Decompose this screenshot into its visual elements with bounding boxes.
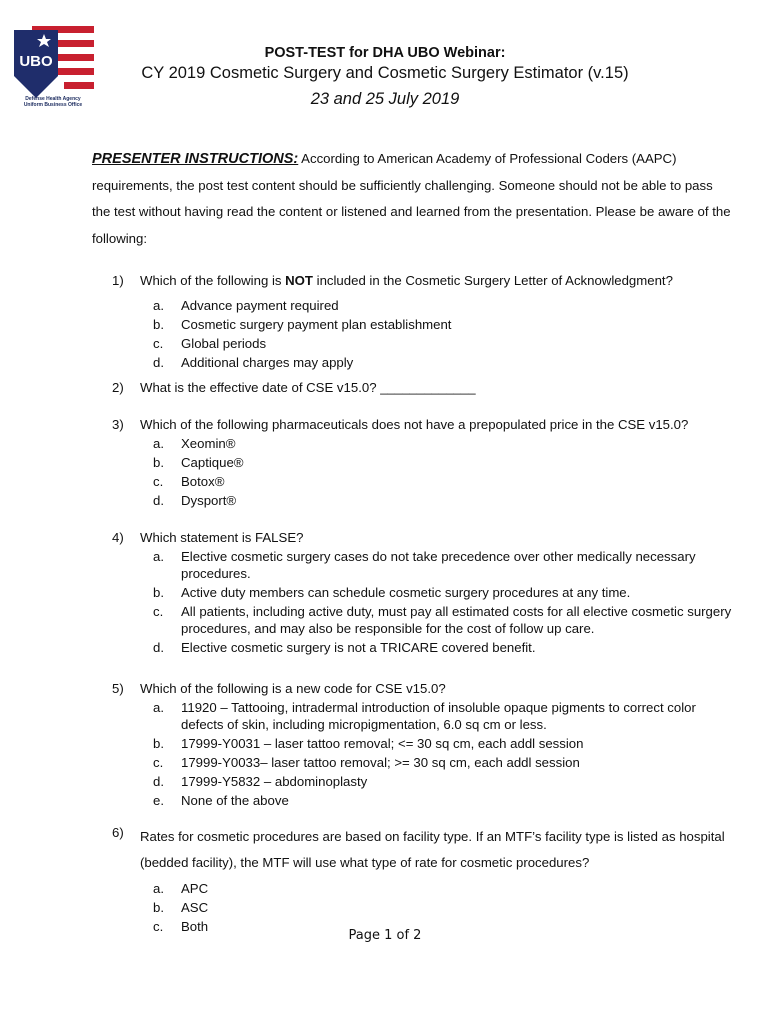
answer-option: [153, 792, 732, 809]
instructions-body: According to American Academy of Professional Coders (AAPC) requirements, the post test content should be sufficiently challenging. Someone should not be able to pass the test without having read the content or listened and learned from the presentation. Please be aware of the following:: [92, 151, 731, 246]
option-letter: c.: [153, 755, 164, 770]
answer-option: [153, 316, 732, 333]
answer-option: [153, 639, 732, 656]
question-text-pre: Which of the following is: [140, 273, 286, 288]
answer-options: [153, 548, 732, 656]
answer-option: [153, 335, 732, 352]
question-text: Which of the following pharmaceuticals does not have a prepopulated price in the CSE v15.0?: [140, 417, 689, 432]
question-text-emphasis: NOT: [285, 273, 313, 288]
document-title: POST-TEST for DHA UBO Webinar:: [264, 45, 506, 61]
answer-options: [153, 297, 732, 371]
option-text: Elective cosmetic surgery cases do not take precedence over other medically necessary procedures.: [181, 549, 696, 581]
question-text: Which of the following is a new code for CSE v15.0?: [140, 681, 446, 696]
option-text: APC: [181, 881, 209, 896]
question-6: [112, 824, 732, 937]
option-text: Dysport®: [181, 493, 237, 508]
question-text-post: included in the Cosmetic Surgery Letter of Acknowledgment?: [312, 273, 673, 288]
option-letter: d.: [153, 355, 164, 370]
option-letter: d.: [153, 774, 164, 789]
answer-option: [153, 584, 732, 601]
option-text: Cosmetic surgery payment plan establishment: [181, 317, 452, 332]
option-text: Additional charges may apply: [181, 355, 354, 370]
logo-caption-line2: Uniform Business Office: [23, 102, 83, 108]
logo-caption-line1: Defense Health Agency: [25, 96, 81, 102]
option-letter: c.: [153, 919, 164, 934]
answer-option: [153, 492, 732, 509]
answer-option: [153, 773, 732, 790]
question-number: 5): [112, 681, 124, 696]
answer-option: [153, 473, 732, 490]
option-text: All patients, including active duty, must pay all estimated costs for all elective cosmetic surgery procedures, and may also be responsible for the cost of follow up care.: [181, 604, 732, 636]
option-letter: b.: [153, 585, 164, 600]
answer-options: [153, 699, 732, 809]
answer-options: [153, 880, 732, 935]
option-letter: b.: [153, 900, 164, 915]
option-text: Elective cosmetic surgery is not a TRICARE covered benefit.: [181, 640, 536, 655]
option-letter: c.: [153, 474, 164, 489]
question-number: 1): [112, 273, 124, 288]
option-text: Captique®: [181, 455, 244, 470]
answer-option: [153, 603, 732, 637]
option-text: 17999-Y0033– laser tattoo removal; >= 30 sq cm, each addl session: [181, 755, 580, 770]
answer-option: [153, 354, 732, 371]
question-number: 2): [112, 380, 124, 395]
option-text: 17999-Y5832 – abdominoplasty: [181, 774, 368, 789]
instructions-lead: PRESENTER INSTRUCTIONS:: [92, 151, 299, 167]
question-number: 6): [112, 825, 124, 840]
option-text: 17999-Y0031 – laser tattoo removal; <= 30 sq cm, each addl session: [181, 736, 584, 751]
presenter-instructions: [92, 146, 732, 252]
question-5: [112, 680, 732, 811]
option-letter: d.: [153, 640, 164, 655]
option-letter: c.: [153, 336, 164, 351]
document-dates: 23 and 25 July 2019: [310, 90, 460, 108]
answer-option: [153, 735, 732, 752]
question-2: [112, 379, 732, 396]
document-subtitle: CY 2019 Cosmetic Surgery and Cosmetic Surgery Estimator (v.15): [141, 64, 629, 82]
answer-option: [153, 435, 732, 452]
option-text: ASC: [181, 900, 209, 915]
option-letter: a.: [153, 436, 164, 451]
answer-option: [153, 880, 732, 897]
option-text: None of the above: [181, 793, 289, 808]
option-letter: b.: [153, 317, 164, 332]
option-text: Botox®: [181, 474, 225, 489]
logo-abbr: UBO: [19, 53, 53, 70]
answer-option: [153, 899, 732, 916]
question-text: Rates for cosmetic procedures are based on facility type. If an MTF’s facility type is listed as hospital (bedded facility), the MTF will use what type of rate for cosmetic procedures?: [140, 829, 725, 870]
question-4: [112, 529, 732, 658]
ubo-flag-emblem: [14, 24, 94, 100]
option-letter: a.: [153, 700, 164, 715]
option-letter: b.: [153, 736, 164, 751]
option-letter: b.: [153, 455, 164, 470]
question-1: [112, 272, 732, 373]
option-text: Xeomin®: [181, 436, 236, 451]
question-text: [140, 272, 732, 289]
answer-option: [153, 297, 732, 314]
answer-option: [153, 754, 732, 771]
question-text: What is the effective date of CSE v15.0? _____________: [140, 380, 476, 395]
question-3: [112, 416, 732, 511]
page-number: Page 1 of 2: [348, 928, 422, 943]
option-letter: a.: [153, 549, 164, 564]
option-letter: e.: [153, 793, 164, 808]
question-number: 4): [112, 530, 124, 545]
option-text: Active duty members can schedule cosmetic surgery procedures at any time.: [181, 585, 631, 600]
option-letter: c.: [153, 604, 164, 619]
answer-option: [153, 548, 732, 582]
question-number: 3): [112, 417, 124, 432]
answer-option: [153, 454, 732, 471]
answer-options: [153, 435, 732, 509]
option-letter: a.: [153, 881, 164, 896]
question-text: Which statement is FALSE?: [140, 530, 304, 545]
answer-option: [153, 699, 732, 733]
option-letter: a.: [153, 298, 164, 313]
option-text: 11920 – Tattooing, intradermal introduction of insoluble opaque pigments to correct color defects of skin, including micropigmentation, 6.0 sq cm or less.: [181, 700, 696, 732]
option-text: Global periods: [181, 336, 267, 351]
option-text: Advance payment required: [181, 298, 339, 313]
option-text: Both: [181, 919, 209, 934]
option-letter: d.: [153, 493, 164, 508]
